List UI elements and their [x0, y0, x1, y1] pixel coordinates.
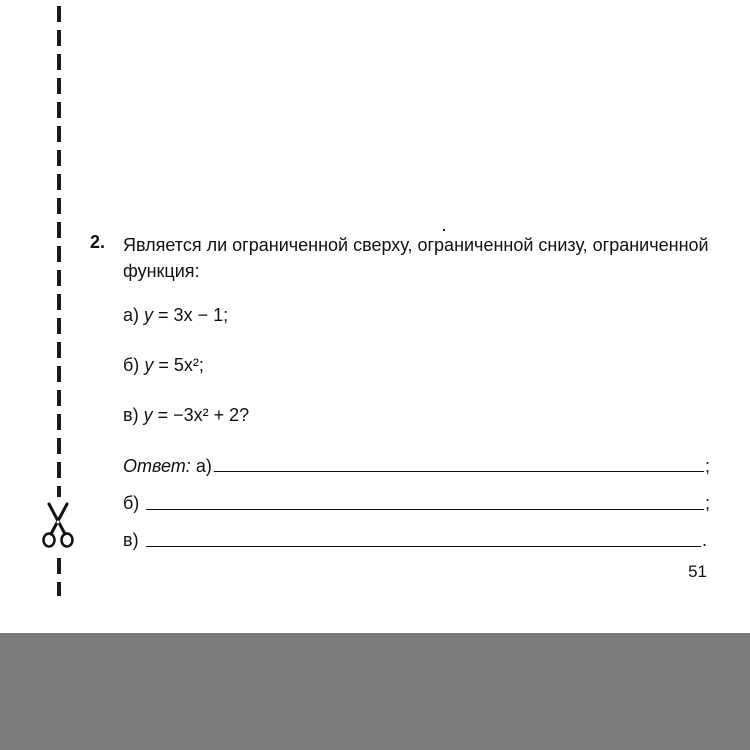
answer-row-c: в) [123, 530, 139, 550]
answer-line-c[interactable] [146, 546, 701, 547]
task-item-c: в) y = −3x² + 2? [123, 405, 250, 425]
answer-line-a[interactable] [214, 471, 704, 472]
answer-line-b[interactable] [146, 509, 704, 510]
worksheet-page: 2. Является ли ограниченной сверху, ограниченной снизу, ограниченной функция: а) y = 3x − 1; б) y = 5x²; в) y = −3x² + 2? Ответ: а) ; б) ; в) . 51 [0, 0, 750, 633]
task-text: Является ли ограниченной сверху, ограниченной снизу, ограниченной функция: [123, 235, 709, 281]
background-area [0, 633, 750, 750]
task-item-b: б) y = 5x²; [123, 355, 204, 375]
scissors-icon [41, 502, 75, 550]
answer-row-a: Ответ: а) [123, 456, 212, 476]
task-number: 2. [90, 232, 106, 252]
page-number: 51 [688, 562, 707, 581]
task-item-a: а) y = 3x − 1; [123, 305, 229, 325]
answer-row-b: б) [123, 493, 140, 513]
